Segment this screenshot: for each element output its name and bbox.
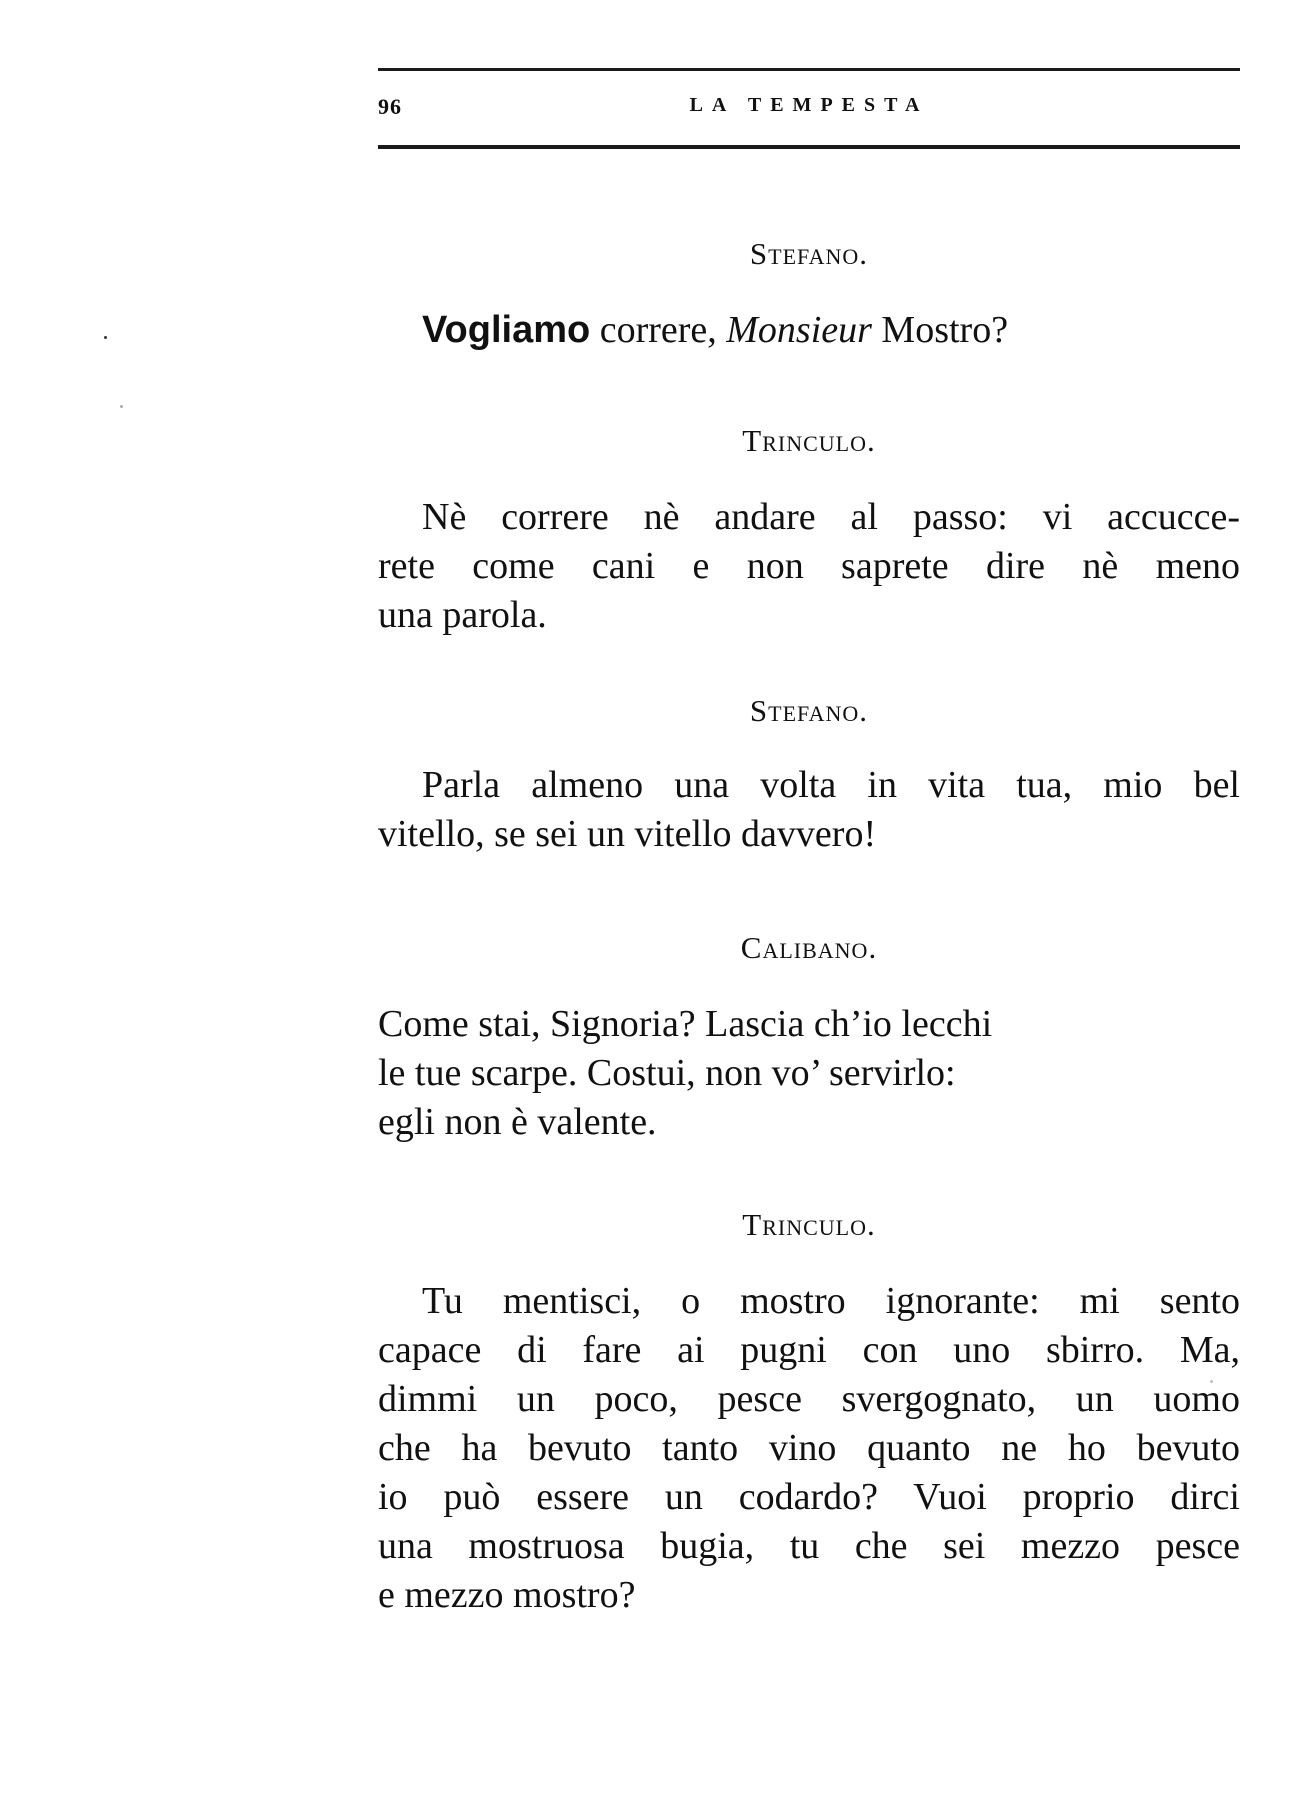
speaker-name: Calibano. bbox=[740, 930, 878, 965]
scan-speck bbox=[120, 405, 123, 408]
speaker-name: Stefano. bbox=[749, 693, 869, 728]
italic-word: Monsieur bbox=[726, 309, 872, 351]
speaker-name: Stefano. bbox=[749, 236, 869, 271]
verse-line: Come stai, Signoria? Lascia ch’io lecchi bbox=[378, 1003, 993, 1045]
speech-line: dimmi un poco, pesce svergognato, un uomo bbox=[378, 1378, 1240, 1420]
bold-word: Vogliamo bbox=[422, 309, 591, 351]
speech-line: Tu mentisci, o mostro ignorante: mi sento bbox=[422, 1280, 1240, 1322]
speech-line: una parola. bbox=[378, 594, 547, 636]
speech-line: rete come cani e non saprete dire nè meno bbox=[378, 545, 1240, 587]
speech-line: vitello, se sei un vitello davvero! bbox=[378, 813, 877, 855]
speech-line: Parla almeno una volta in vita tua, mio bel bbox=[422, 764, 1240, 806]
speech-line: Nè correre nè andare al passo: vi accucce- bbox=[422, 496, 1240, 538]
scan-speck bbox=[1210, 1380, 1213, 1383]
speech-line bbox=[378, 306, 1008, 354]
page-number: 96 bbox=[378, 94, 402, 119]
header-rule-top bbox=[378, 68, 1240, 71]
scan-speck bbox=[104, 336, 107, 339]
verse-line: le tue scarpe. Costui, non vo’ servirlo: bbox=[378, 1052, 956, 1094]
speech-line: e mezzo mostro? bbox=[378, 1574, 636, 1616]
running-title: LA TEMPESTA bbox=[689, 94, 929, 116]
header-rule-bottom bbox=[378, 145, 1240, 149]
speaker-name: Trinculo. bbox=[742, 1207, 876, 1242]
speaker-name: Trinculo. bbox=[742, 423, 876, 458]
plain-text: Mostro? bbox=[871, 309, 1009, 351]
speech-line: capace di fare ai pugni con uno sbirro. Ma, bbox=[378, 1329, 1240, 1371]
plain-text: correre, bbox=[590, 309, 727, 351]
verse-line: egli non è valente. bbox=[378, 1101, 657, 1143]
speech-line: una mostruosa bugia, tu che sei mezzo pesce bbox=[378, 1525, 1240, 1567]
speech-line: che ha bevuto tanto vino quanto ne ho bevuto bbox=[378, 1427, 1240, 1469]
running-head bbox=[378, 94, 1240, 124]
speech-line: io può essere un codardo? Vuoi proprio dirci bbox=[378, 1476, 1240, 1518]
